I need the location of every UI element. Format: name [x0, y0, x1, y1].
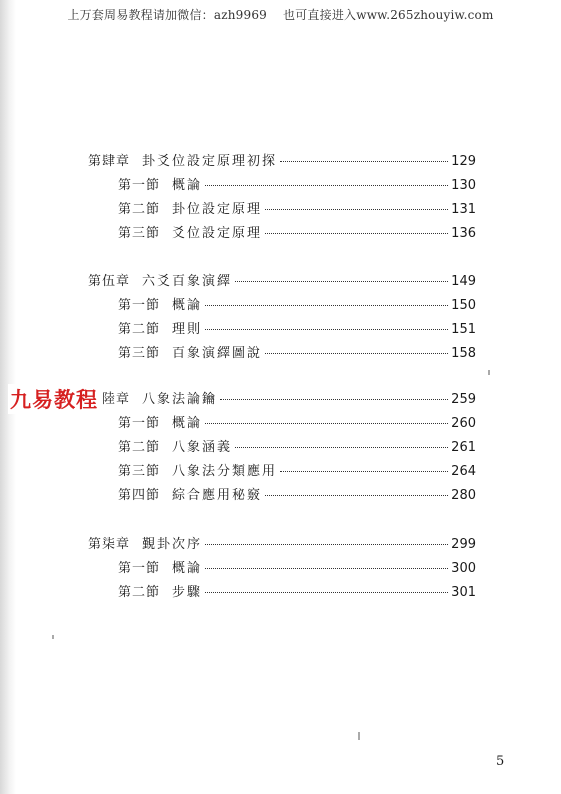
section-label: 第一節	[118, 416, 161, 431]
dot-leader	[265, 353, 448, 354]
section-title: 理則	[172, 322, 203, 337]
section-title: 八象法分類應用	[172, 464, 278, 479]
chapter-title: 八象法論鑰	[142, 392, 218, 407]
section-title: 綜合應用秘竅	[172, 488, 263, 503]
section-label: 第一節	[118, 298, 161, 313]
dot-leader	[280, 161, 448, 162]
chapter-page: 149	[451, 274, 476, 289]
section-page: 260	[451, 416, 476, 431]
chapter-title: 六爻百象演繹	[142, 274, 233, 289]
section-page: 300	[451, 561, 476, 576]
dot-leader	[280, 471, 448, 472]
section-title: 卦位設定原理	[172, 202, 263, 217]
section-page: 150	[451, 298, 476, 313]
section-label: 第四節	[118, 488, 161, 503]
scan-speck	[358, 732, 360, 740]
section-label: 第二節	[118, 202, 161, 217]
dot-leader	[205, 423, 448, 424]
section-page: 301	[451, 585, 476, 600]
scan-speck	[52, 635, 54, 639]
section-label: 第三節	[118, 464, 161, 479]
header-website-text: 也可直接进入www.265zhouyiw.com	[283, 8, 494, 22]
header-wechat-text: 上万套周易教程请加微信：azh9969	[67, 8, 267, 22]
dot-leader	[205, 544, 448, 545]
chapter-label: 陸章	[102, 392, 131, 407]
section-title: 概論	[172, 416, 203, 431]
page-number: 5	[496, 754, 505, 769]
section-label: 第一節	[118, 178, 161, 193]
chapter-page: 299	[451, 537, 476, 552]
section-page: 131	[451, 202, 476, 217]
toc-section[interactable]	[118, 581, 476, 601]
dot-leader	[265, 233, 448, 234]
dot-leader	[205, 568, 448, 569]
toc-section[interactable]	[118, 318, 476, 338]
dot-leader	[205, 185, 448, 186]
dot-leader	[235, 281, 448, 282]
section-title: 爻位設定原理	[172, 226, 263, 241]
dot-leader	[205, 592, 448, 593]
section-title: 百象演繹圖說	[172, 346, 263, 361]
section-title: 概論	[172, 298, 203, 313]
section-page: 136	[451, 226, 476, 241]
chapter-label: 第肆章	[88, 154, 131, 169]
dot-leader	[205, 329, 448, 330]
section-label: 第二節	[118, 322, 161, 337]
toc-section[interactable]	[118, 460, 476, 480]
section-label: 第三節	[118, 346, 161, 361]
dot-leader	[205, 305, 448, 306]
toc-section[interactable]	[118, 174, 476, 194]
section-title: 概論	[172, 178, 203, 193]
scan-speck	[488, 370, 490, 375]
chapter-title: 覲卦次序	[142, 537, 203, 552]
section-title: 步驟	[172, 585, 203, 600]
toc-chapter-4[interactable]	[88, 150, 476, 170]
dot-leader	[235, 447, 448, 448]
toc-section[interactable]	[118, 557, 476, 577]
section-label: 第二節	[118, 440, 161, 455]
section-title: 八象涵義	[172, 440, 233, 455]
toc-section[interactable]	[118, 484, 476, 504]
section-page: 158	[451, 346, 476, 361]
toc-chapter-5[interactable]	[88, 270, 476, 290]
section-label: 第三節	[118, 226, 161, 241]
dot-leader	[265, 495, 448, 496]
dot-leader	[265, 209, 448, 210]
section-page: 264	[451, 464, 476, 479]
toc-section[interactable]	[118, 436, 476, 456]
toc-chapter-7[interactable]	[88, 533, 476, 553]
section-page: 261	[451, 440, 476, 455]
section-label: 第二節	[118, 585, 161, 600]
toc-section[interactable]	[118, 342, 476, 362]
toc-section[interactable]	[118, 412, 476, 432]
section-page: 280	[451, 488, 476, 503]
watermark-logo: 九易教程	[8, 384, 100, 414]
toc-chapter-6[interactable]	[102, 388, 476, 408]
toc-section[interactable]	[118, 198, 476, 218]
chapter-title: 卦爻位設定原理初探	[142, 154, 278, 169]
toc-section[interactable]	[118, 294, 476, 314]
section-page: 151	[451, 322, 476, 337]
chapter-page: 259	[451, 392, 476, 407]
section-label: 第一節	[118, 561, 161, 576]
section-page: 130	[451, 178, 476, 193]
dot-leader	[220, 399, 448, 400]
chapter-label: 第柒章	[88, 537, 131, 552]
chapter-page: 129	[451, 154, 476, 169]
toc-section[interactable]	[118, 222, 476, 242]
section-title: 概論	[172, 561, 203, 576]
chapter-label: 第伍章	[88, 274, 131, 289]
